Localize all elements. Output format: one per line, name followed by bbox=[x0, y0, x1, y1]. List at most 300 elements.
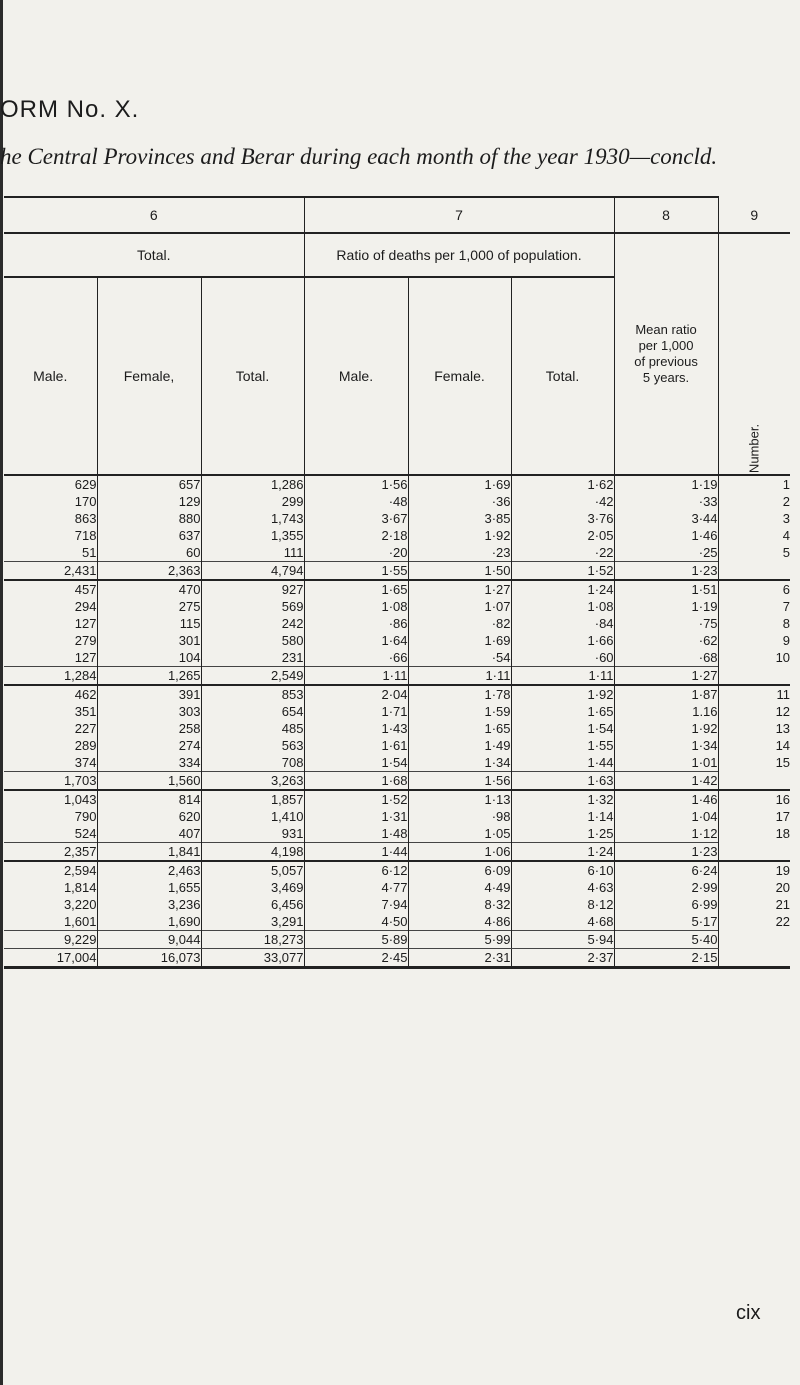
total-header: Total. bbox=[201, 277, 304, 475]
subtotal-spacer bbox=[718, 931, 790, 949]
value: 1,410 bbox=[270, 809, 304, 824]
value: ·33 bbox=[698, 494, 718, 509]
cell-r_male bbox=[304, 790, 408, 843]
value: 4·49 bbox=[484, 880, 511, 895]
subtotal-mean: 5·40 bbox=[614, 931, 718, 949]
value: ·48 bbox=[388, 494, 408, 509]
value: 1·66 bbox=[587, 633, 614, 648]
subtotal-r_female: 5·99 bbox=[408, 931, 511, 949]
value: 470 bbox=[178, 582, 201, 597]
cell-r_total bbox=[511, 861, 614, 931]
row-number: 8 bbox=[782, 616, 791, 631]
value: 1·25 bbox=[587, 826, 614, 841]
grand-total-male: 17,004 bbox=[4, 949, 97, 968]
subtotal-total: 2,549 bbox=[201, 667, 304, 686]
grand-total-r_male: 2·45 bbox=[304, 949, 408, 968]
value: 1·27 bbox=[484, 582, 511, 597]
value: 1·19 bbox=[691, 599, 718, 614]
cell-male bbox=[4, 790, 97, 843]
value: 8·32 bbox=[484, 897, 511, 912]
row-number: 7 bbox=[782, 599, 791, 614]
value: ·75 bbox=[698, 616, 718, 631]
cell-r_female bbox=[408, 685, 511, 772]
value: 657 bbox=[178, 477, 201, 492]
subtotal-total: 3,263 bbox=[201, 772, 304, 791]
row-number: 11 bbox=[776, 687, 791, 702]
cell-r_male bbox=[304, 685, 408, 772]
value: 1·71 bbox=[381, 704, 408, 719]
value: 462 bbox=[74, 687, 97, 702]
table-body bbox=[4, 475, 790, 968]
value: 1·48 bbox=[381, 826, 408, 841]
value: 1·56 bbox=[381, 477, 408, 492]
value: 1·69 bbox=[484, 477, 511, 492]
subtotal-female: 2,363 bbox=[97, 562, 201, 581]
subtotal-mean: 1·23 bbox=[614, 562, 718, 581]
ratio-female-header: Female. bbox=[408, 277, 511, 475]
value: 1·34 bbox=[691, 738, 718, 753]
value: 1·44 bbox=[587, 755, 614, 770]
row-number: 3 bbox=[782, 511, 791, 526]
cell-mean bbox=[614, 685, 718, 772]
row-number: 1 bbox=[782, 477, 791, 492]
mean-ratio-line-4: 5 years. bbox=[642, 370, 690, 385]
value: 1·31 bbox=[381, 809, 408, 824]
subtotal-male: 1,703 bbox=[4, 772, 97, 791]
value: 279 bbox=[74, 633, 97, 648]
value: 3,291 bbox=[270, 914, 304, 929]
value: 931 bbox=[281, 826, 304, 841]
row-number: 22 bbox=[775, 914, 791, 929]
value: 927 bbox=[281, 582, 304, 597]
value: 294 bbox=[74, 599, 97, 614]
value: 718 bbox=[74, 528, 97, 543]
value: ·60 bbox=[594, 650, 614, 665]
cell-mean bbox=[614, 790, 718, 843]
value: 853 bbox=[281, 687, 304, 702]
value: 1,690 bbox=[167, 914, 201, 929]
row-number: 21 bbox=[775, 897, 791, 912]
row-number: 4 bbox=[782, 528, 791, 543]
subtotal-spacer bbox=[718, 562, 790, 581]
subtotal-male: 9,229 bbox=[4, 931, 97, 949]
value: 301 bbox=[178, 633, 201, 648]
value: 2,463 bbox=[167, 863, 201, 878]
value: 374 bbox=[74, 755, 97, 770]
row-number: 15 bbox=[775, 755, 791, 770]
value: 1·49 bbox=[484, 738, 511, 753]
subtotal-r_total: 1·52 bbox=[511, 562, 614, 581]
value: 5·17 bbox=[691, 914, 718, 929]
subtotal-spacer bbox=[718, 843, 790, 862]
cell-r_total bbox=[511, 790, 614, 843]
value: 1·46 bbox=[691, 792, 718, 807]
cell-number bbox=[718, 580, 790, 667]
value: 3,220 bbox=[63, 897, 97, 912]
total-group-header: Total. bbox=[4, 233, 304, 277]
row-number: 19 bbox=[775, 863, 791, 878]
mean-ratio-header bbox=[614, 233, 718, 475]
cell-r_male bbox=[304, 861, 408, 931]
grand-total-row bbox=[4, 949, 790, 968]
value: 2·05 bbox=[587, 528, 614, 543]
ratio-group-header: Ratio of deaths per 1,000 of population. bbox=[304, 233, 614, 277]
value: 1·92 bbox=[587, 687, 614, 702]
subtotal-mean: 1·23 bbox=[614, 843, 718, 862]
cell-total bbox=[201, 580, 304, 667]
row-number: 12 bbox=[775, 704, 791, 719]
value: 4·68 bbox=[587, 914, 614, 929]
value: 1·65 bbox=[381, 582, 408, 597]
value: 1·92 bbox=[691, 721, 718, 736]
subtotal-r_female: 1·06 bbox=[408, 843, 511, 862]
grand-total-female: 16,073 bbox=[97, 949, 201, 968]
subtotal-mean: 1·27 bbox=[614, 667, 718, 686]
value: 1·43 bbox=[381, 721, 408, 736]
cell-r_total bbox=[511, 580, 614, 667]
value: ·20 bbox=[388, 545, 408, 560]
value: 1,655 bbox=[167, 880, 201, 895]
cell-female bbox=[97, 861, 201, 931]
cell-mean bbox=[614, 580, 718, 667]
value: 569 bbox=[281, 599, 304, 614]
cell-female bbox=[97, 790, 201, 843]
value: 60 bbox=[186, 545, 201, 560]
value: ·62 bbox=[698, 633, 718, 648]
value: 391 bbox=[178, 687, 201, 702]
value: 3·76 bbox=[587, 511, 614, 526]
value: 1·78 bbox=[484, 687, 511, 702]
table-subtitle: he Central Provinces and Berar during each month of the year 1930—concld. bbox=[0, 144, 718, 169]
value: 3,469 bbox=[270, 880, 304, 895]
value: 231 bbox=[281, 650, 304, 665]
value: 3·85 bbox=[484, 511, 511, 526]
value: ·54 bbox=[491, 650, 511, 665]
cell-female bbox=[97, 475, 201, 562]
value: 2,594 bbox=[63, 863, 97, 878]
cell-mean bbox=[614, 475, 718, 562]
value: 242 bbox=[281, 616, 304, 631]
value: 258 bbox=[178, 721, 201, 736]
value: 1,857 bbox=[270, 792, 304, 807]
value: 1·61 bbox=[381, 738, 408, 753]
value: 1,814 bbox=[63, 880, 97, 895]
cell-total bbox=[201, 861, 304, 931]
value: 1·52 bbox=[381, 792, 408, 807]
cell-r_total bbox=[511, 685, 614, 772]
value: ·25 bbox=[698, 545, 718, 560]
subtotal-r_male: 1·55 bbox=[304, 562, 408, 581]
value: 1,043 bbox=[63, 792, 97, 807]
cell-mean bbox=[614, 861, 718, 931]
col-number-7: 7 bbox=[304, 197, 614, 233]
value: 1·24 bbox=[587, 582, 614, 597]
value: 351 bbox=[74, 704, 97, 719]
value: ·42 bbox=[594, 494, 614, 509]
row-number: 5 bbox=[782, 545, 791, 560]
cell-number bbox=[718, 475, 790, 562]
cell-female bbox=[97, 580, 201, 667]
subtotal-r_male: 1·44 bbox=[304, 843, 408, 862]
mean-ratio-line-1: Mean ratio bbox=[635, 322, 697, 337]
row-number: 6 bbox=[782, 582, 791, 597]
value: ·82 bbox=[491, 616, 511, 631]
table-row-group bbox=[4, 861, 790, 931]
value: 4·77 bbox=[381, 880, 408, 895]
value: 1,743 bbox=[270, 511, 304, 526]
value: 580 bbox=[281, 633, 304, 648]
value: 654 bbox=[281, 704, 304, 719]
subtotal-spacer bbox=[718, 667, 790, 686]
subtotal-r_total: 5·94 bbox=[511, 931, 614, 949]
grand-total-r_female: 2·31 bbox=[408, 949, 511, 968]
value: 1,601 bbox=[63, 914, 97, 929]
value: 1·59 bbox=[484, 704, 511, 719]
value: 1·34 bbox=[484, 755, 511, 770]
row-number: 18 bbox=[775, 826, 791, 841]
cell-total bbox=[201, 790, 304, 843]
subtotal-spacer bbox=[718, 772, 790, 791]
value: 1·65 bbox=[484, 721, 511, 736]
value: 6·24 bbox=[691, 863, 718, 878]
subtotal-male: 1,284 bbox=[4, 667, 97, 686]
subtotal-r_male: 1·68 bbox=[304, 772, 408, 791]
form-label: ORM No. X. bbox=[0, 96, 140, 123]
subtotal-r_total: 1·11 bbox=[511, 667, 614, 686]
subtotal-row bbox=[4, 931, 790, 949]
value: 227 bbox=[74, 721, 97, 736]
value: 1·08 bbox=[381, 599, 408, 614]
value: 637 bbox=[178, 528, 201, 543]
subtotal-r_male: 5·89 bbox=[304, 931, 408, 949]
table-row-group bbox=[4, 580, 790, 667]
grand-total-r_total: 2·37 bbox=[511, 949, 614, 968]
mortality-table bbox=[4, 196, 790, 969]
page-left-edge bbox=[0, 0, 3, 1385]
row-number: 2 bbox=[782, 494, 791, 509]
subtotal-male: 2,431 bbox=[4, 562, 97, 581]
value: 6,456 bbox=[270, 897, 304, 912]
value: 170 bbox=[74, 494, 97, 509]
value: 1·69 bbox=[484, 633, 511, 648]
value: 1·87 bbox=[691, 687, 718, 702]
value: 1·01 bbox=[691, 755, 718, 770]
value: 6·09 bbox=[484, 863, 511, 878]
value: 5,057 bbox=[270, 863, 304, 878]
female-header: Female, bbox=[97, 277, 201, 475]
value: 1·54 bbox=[587, 721, 614, 736]
value: 1·07 bbox=[484, 599, 511, 614]
value: ·84 bbox=[594, 616, 614, 631]
cell-male bbox=[4, 861, 97, 931]
value: 299 bbox=[281, 494, 304, 509]
row-number: 9 bbox=[782, 633, 791, 648]
subtotal-r_total: 1·63 bbox=[511, 772, 614, 791]
value: 1·13 bbox=[484, 792, 511, 807]
value: 3,236 bbox=[167, 897, 201, 912]
subtotal-r_female: 1·56 bbox=[408, 772, 511, 791]
subtotal-female: 9,044 bbox=[97, 931, 201, 949]
value: 127 bbox=[74, 650, 97, 665]
row-number: 20 bbox=[775, 880, 791, 895]
value: 1·14 bbox=[587, 809, 614, 824]
value: 1,355 bbox=[270, 528, 304, 543]
cell-r_female bbox=[408, 790, 511, 843]
cell-r_female bbox=[408, 580, 511, 667]
value: 1·08 bbox=[587, 599, 614, 614]
value: 1·55 bbox=[587, 738, 614, 753]
cell-total bbox=[201, 475, 304, 562]
subtotal-total: 18,273 bbox=[201, 931, 304, 949]
value: 1·51 bbox=[691, 582, 718, 597]
value: 790 bbox=[74, 809, 97, 824]
col-number-9: 9 bbox=[750, 206, 759, 223]
subtotal-mean: 1·42 bbox=[614, 772, 718, 791]
col-number-8: 8 bbox=[614, 197, 718, 233]
value: 485 bbox=[281, 721, 304, 736]
subtotal-r_total: 1·24 bbox=[511, 843, 614, 862]
number-header bbox=[718, 233, 790, 475]
value: 1·05 bbox=[484, 826, 511, 841]
cell-number bbox=[718, 685, 790, 772]
cell-r_male bbox=[304, 580, 408, 667]
subtotal-row bbox=[4, 667, 790, 686]
value: 2·18 bbox=[381, 528, 408, 543]
subtotal-r_female: 1·11 bbox=[408, 667, 511, 686]
value: 2·04 bbox=[381, 687, 408, 702]
value: 4·63 bbox=[587, 880, 614, 895]
cell-total bbox=[201, 685, 304, 772]
row-number: 16 bbox=[775, 792, 791, 807]
subtotal-total: 4,198 bbox=[201, 843, 304, 862]
value: 814 bbox=[178, 792, 201, 807]
table-row-group bbox=[4, 475, 790, 562]
value: 880 bbox=[178, 511, 201, 526]
cell-number bbox=[718, 790, 790, 843]
row-number: 10 bbox=[775, 650, 791, 665]
table-row-group bbox=[4, 685, 790, 772]
value: 8·12 bbox=[587, 897, 614, 912]
value: 4·86 bbox=[484, 914, 511, 929]
row-number: 13 bbox=[775, 721, 791, 736]
row-number: 17 bbox=[775, 809, 791, 824]
cell-r_total bbox=[511, 475, 614, 562]
number-header-label: Number. bbox=[746, 423, 762, 474]
value: 6·12 bbox=[381, 863, 408, 878]
value: 1·54 bbox=[381, 755, 408, 770]
cell-male bbox=[4, 685, 97, 772]
value: 6·10 bbox=[587, 863, 614, 878]
subtotal-row bbox=[4, 772, 790, 791]
value: 127 bbox=[74, 616, 97, 631]
value: 289 bbox=[74, 738, 97, 753]
value: 4·50 bbox=[381, 914, 408, 929]
value: 1·64 bbox=[381, 633, 408, 648]
table-row-group bbox=[4, 790, 790, 843]
subtotal-female: 1,560 bbox=[97, 772, 201, 791]
value: 629 bbox=[74, 477, 97, 492]
value: 1·04 bbox=[691, 809, 718, 824]
value: ·66 bbox=[388, 650, 408, 665]
grand-total-spacer bbox=[718, 949, 790, 968]
cell-number bbox=[718, 861, 790, 931]
row-number: 14 bbox=[775, 738, 791, 753]
value: 407 bbox=[178, 826, 201, 841]
subtotal-r_female: 1·50 bbox=[408, 562, 511, 581]
value: 129 bbox=[178, 494, 201, 509]
value: 563 bbox=[281, 738, 304, 753]
value: 111 bbox=[283, 545, 304, 560]
subtotal-female: 1,265 bbox=[97, 667, 201, 686]
cell-female bbox=[97, 685, 201, 772]
value: 457 bbox=[74, 582, 97, 597]
grand-total-total: 33,077 bbox=[201, 949, 304, 968]
value: 1·62 bbox=[587, 477, 614, 492]
value: 620 bbox=[178, 809, 201, 824]
value: 1·92 bbox=[484, 528, 511, 543]
value: 863 bbox=[74, 511, 97, 526]
subtotal-female: 1,841 bbox=[97, 843, 201, 862]
value: 7·94 bbox=[381, 897, 408, 912]
ratio-total-header: Total. bbox=[511, 277, 614, 475]
value: ·36 bbox=[491, 494, 511, 509]
value: 3·67 bbox=[381, 511, 408, 526]
value: 1.16 bbox=[692, 704, 718, 719]
subtotal-male: 2,357 bbox=[4, 843, 97, 862]
cell-male bbox=[4, 580, 97, 667]
value: 1·32 bbox=[587, 792, 614, 807]
value: 115 bbox=[179, 616, 201, 631]
cell-r_female bbox=[408, 475, 511, 562]
page-number: cix bbox=[736, 1302, 761, 1324]
male-header: Male. bbox=[4, 277, 97, 475]
value: 1,286 bbox=[270, 477, 304, 492]
value: 1·65 bbox=[587, 704, 614, 719]
subtotal-row bbox=[4, 843, 790, 862]
value: 1·46 bbox=[691, 528, 718, 543]
value: ·98 bbox=[491, 809, 511, 824]
value: ·22 bbox=[594, 545, 614, 560]
value: 1·12 bbox=[691, 826, 718, 841]
value: ·68 bbox=[698, 650, 718, 665]
subtotal-total: 4,794 bbox=[201, 562, 304, 581]
value: 2·99 bbox=[691, 880, 718, 895]
subtotal-row bbox=[4, 562, 790, 581]
value: 524 bbox=[74, 826, 97, 841]
value: 708 bbox=[281, 755, 304, 770]
value: 334 bbox=[178, 755, 201, 770]
cell-r_male bbox=[304, 475, 408, 562]
value: 3·44 bbox=[691, 511, 718, 526]
value: 6·99 bbox=[691, 897, 718, 912]
value: 303 bbox=[178, 704, 201, 719]
mean-ratio-line-2: per 1,000 bbox=[638, 338, 694, 353]
cell-male bbox=[4, 475, 97, 562]
value: 274 bbox=[178, 738, 201, 753]
col-number-6: 6 bbox=[4, 197, 304, 233]
value: ·23 bbox=[491, 545, 511, 560]
value: ·86 bbox=[388, 616, 408, 631]
value: 104 bbox=[178, 650, 201, 665]
grand-total-mean: 2·15 bbox=[614, 949, 718, 968]
cell-r_female bbox=[408, 861, 511, 931]
ratio-male-header: Male. bbox=[304, 277, 408, 475]
value: 275 bbox=[178, 599, 201, 614]
value: 51 bbox=[82, 545, 97, 560]
value: 1·19 bbox=[691, 477, 718, 492]
subtotal-r_male: 1·11 bbox=[304, 667, 408, 686]
mean-ratio-line-3: of previous bbox=[634, 354, 698, 369]
